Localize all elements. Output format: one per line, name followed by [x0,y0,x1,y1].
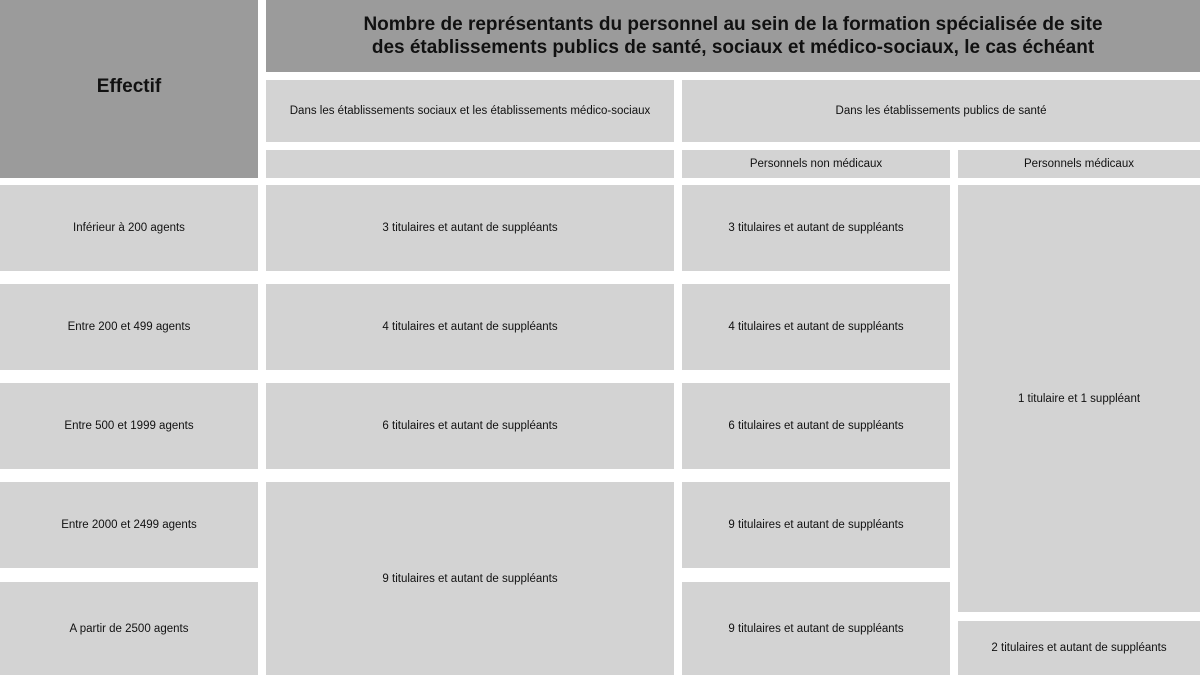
effectif-cell: Entre 2000 et 2499 agents [0,482,258,568]
sociaux-merged-cell: 9 titulaires et autant de suppléants [266,482,674,675]
table-title-line1: Nombre de représentants du personnel au sein de la formation spécialisée de site [363,14,1103,35]
medicaux-last-cell: 2 titulaires et autant de suppléants [958,621,1200,675]
table-title [266,0,1200,72]
effectif-cell: Entre 500 et 1999 agents [0,383,258,469]
subheader-non-medicaux: Personnels non médicaux [682,150,950,178]
sociaux-cell: 6 titulaires et autant de suppléants [266,383,674,469]
effectif-cell: Entre 200 et 499 agents [0,284,258,370]
effectif-cell: Inférieur à 200 agents [0,185,258,271]
column-header-sante: Dans les établissements publics de santé [682,80,1200,142]
effectif-cell: A partir de 2500 agents [0,582,258,675]
non-medicaux-cell: 6 titulaires et autant de suppléants [682,383,950,469]
subheader-medicaux: Personnels médicaux [958,150,1200,178]
medicaux-merged-cell: 1 titulaire et 1 suppléant [958,185,1200,612]
table-title-line2: des établissements publics de santé, sociaux et médico-sociaux, le cas échéant [371,37,1095,58]
column-header-sociaux: Dans les établissements sociaux et les établissements médico-sociaux [266,80,674,142]
subheader-sociaux [266,150,674,178]
effectif-header: Effectif [0,0,258,178]
sociaux-cell: 3 titulaires et autant de suppléants [266,185,674,271]
non-medicaux-cell: 4 titulaires et autant de suppléants [682,284,950,370]
non-medicaux-cell: 9 titulaires et autant de suppléants [682,482,950,568]
sociaux-cell: 4 titulaires et autant de suppléants [266,284,674,370]
non-medicaux-cell: 3 titulaires et autant de suppléants [682,185,950,271]
non-medicaux-cell: 9 titulaires et autant de suppléants [682,582,950,675]
